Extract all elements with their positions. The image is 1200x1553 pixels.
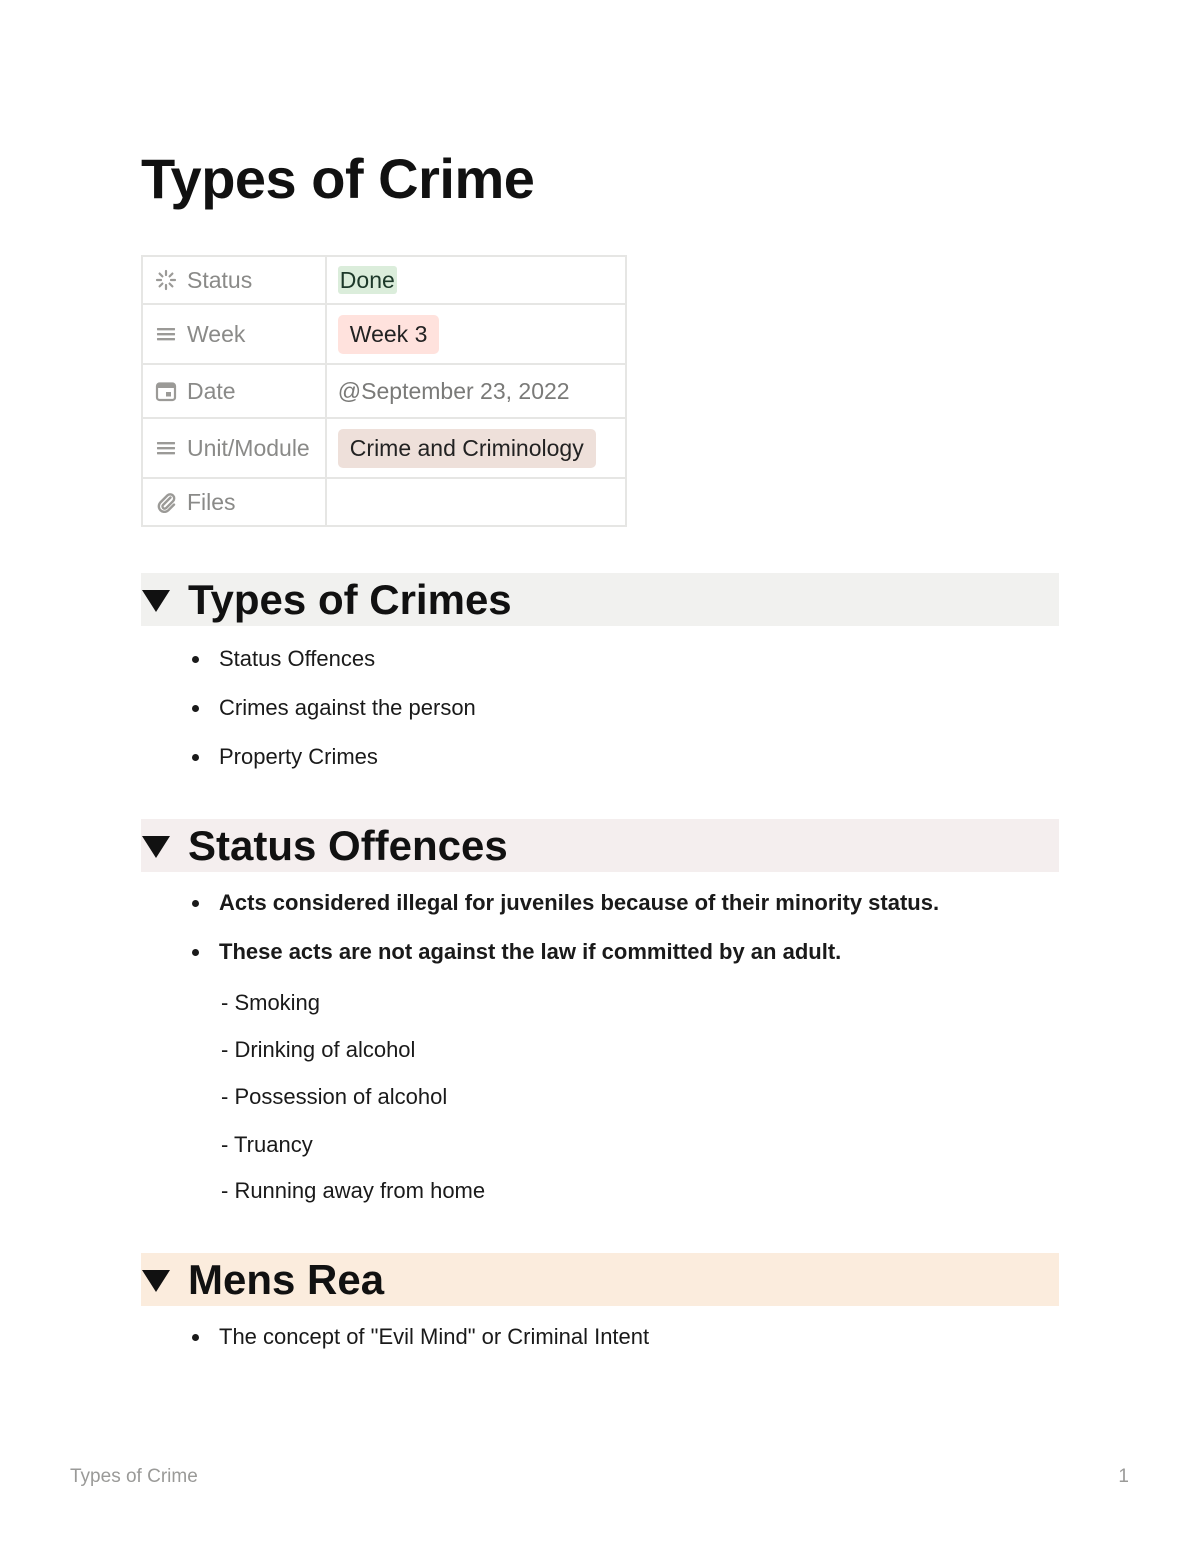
list-item: These acts are not against the law if committed by an adult. — [190, 939, 939, 965]
section-heading: Status Offences — [188, 821, 508, 869]
property-label-date: Date — [187, 377, 236, 404]
footer-title: Types of Crime — [70, 1466, 198, 1487]
list-item: Property Crimes — [190, 744, 476, 770]
property-row-date[interactable] — [142, 364, 626, 418]
status-value[interactable]: Done — [339, 266, 395, 293]
unit-tag[interactable]: Crime and Criminology — [338, 429, 596, 468]
toggle-heading-mens-rea[interactable] — [141, 1253, 1059, 1306]
dash-item: - Possession of alcohol — [221, 1084, 448, 1109]
property-row-status[interactable] — [142, 256, 626, 304]
property-label-week: Week — [187, 320, 246, 347]
property-label-unit: Unit/Module — [187, 434, 310, 461]
week-tag[interactable]: Week 3 — [338, 315, 440, 354]
dash-item: - Running away from home — [221, 1178, 486, 1203]
bullet-list-types — [190, 646, 476, 793]
properties-table — [141, 255, 627, 527]
list-item: Crimes against the person — [190, 695, 476, 721]
list-item: Status Offences — [190, 646, 476, 672]
toggle-heading-types-of-crimes[interactable] — [141, 573, 1059, 626]
status-spinner-icon — [155, 269, 177, 291]
toggle-heading-status-offences[interactable] — [141, 819, 1059, 872]
section-heading: Mens Rea — [188, 1255, 385, 1303]
section-heading: Types of Crimes — [188, 575, 512, 623]
page-title: Types of Crime — [141, 147, 535, 210]
page-number: 1 — [1118, 1466, 1129, 1487]
property-label-files: Files — [187, 488, 236, 515]
property-row-files[interactable] — [142, 478, 626, 526]
triangle-down-icon[interactable] — [141, 585, 171, 615]
calendar-icon — [155, 380, 177, 402]
dash-item: - Smoking — [221, 990, 321, 1015]
list-icon — [155, 323, 177, 345]
triangle-down-icon[interactable] — [141, 831, 171, 861]
property-row-week[interactable] — [142, 304, 626, 364]
dash-item: - Drinking of alcohol — [221, 1037, 416, 1062]
list-icon — [155, 437, 177, 459]
dash-item: - Truancy — [221, 1132, 313, 1157]
list-item: Acts considered illegal for juveniles because of their minority status. — [190, 890, 939, 916]
date-value[interactable]: @September 23, 2022 — [337, 377, 570, 404]
list-item: The concept of "Evil Mind" or Criminal Intent — [190, 1324, 649, 1350]
bullet-list-mens-rea — [190, 1324, 649, 1350]
property-row-unit[interactable] — [142, 418, 626, 478]
files-value[interactable] — [326, 478, 626, 526]
triangle-down-icon[interactable] — [141, 1265, 171, 1295]
property-label-status: Status — [187, 266, 253, 293]
paperclip-icon — [155, 491, 177, 513]
bullet-list-status-offences — [190, 890, 939, 988]
